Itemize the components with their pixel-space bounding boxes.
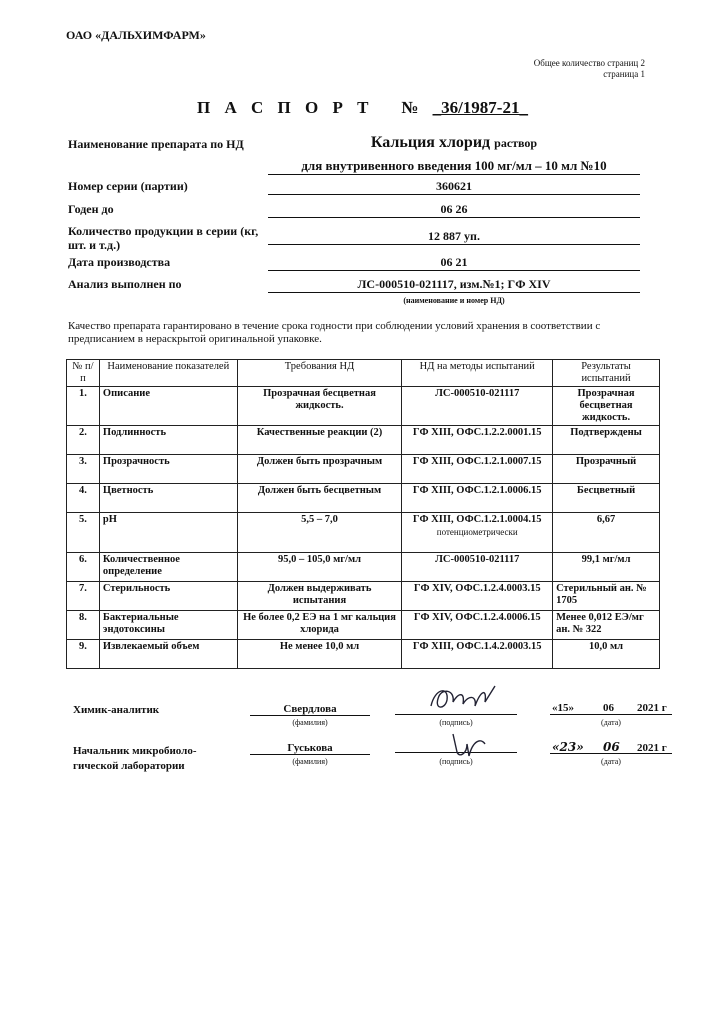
chief-date-month: 06 bbox=[603, 740, 620, 754]
method-text: ГФ XIII, ОФС.1.2.1.0007.15 bbox=[412, 456, 542, 467]
series-label: Номер серии (партии) bbox=[68, 179, 188, 193]
row-method bbox=[402, 387, 553, 426]
chemist-date-line bbox=[550, 714, 672, 715]
row-number: 2. bbox=[67, 426, 100, 455]
row-requirement: 95,0 – 105,0 мг/мл bbox=[237, 553, 402, 582]
header-results: Результаты испытаний bbox=[553, 360, 660, 387]
row-indicator: Извлекаемый объем bbox=[99, 640, 237, 669]
header-indicator: Наименование показателей bbox=[99, 360, 237, 387]
row-method bbox=[402, 640, 553, 669]
row-result: Подтверждены bbox=[553, 426, 660, 455]
header-number: № п/п bbox=[67, 360, 100, 387]
row-method bbox=[402, 426, 553, 455]
drug-label: Наименование препарата по НД bbox=[68, 137, 244, 151]
method-text: ЛС-000510-021117 bbox=[435, 554, 520, 565]
chief-date-year: 2021 г bbox=[637, 742, 667, 754]
chemist-signature-icon bbox=[425, 682, 505, 716]
production-label: Дата производства bbox=[68, 255, 171, 269]
chemist-date-day: «15» bbox=[552, 702, 574, 714]
row-result: 10,0 мл bbox=[553, 640, 660, 669]
page-info bbox=[534, 58, 645, 80]
row-number: 6. bbox=[67, 553, 100, 582]
row-indicator: Количественное определение bbox=[99, 553, 237, 582]
method-text: ГФ XIII, ОФС.1.2.1.0004.15 bbox=[412, 514, 542, 525]
table-row bbox=[67, 553, 660, 582]
method-text: ЛС-000510-021117 bbox=[435, 388, 520, 399]
row-number: 9. bbox=[67, 640, 100, 669]
row-method bbox=[402, 455, 553, 484]
row-result: Бесцветный bbox=[553, 484, 660, 513]
chief-name: Гуськова bbox=[250, 742, 370, 755]
table-row bbox=[67, 455, 660, 484]
method-text: ГФ XIII, ОФС.1.4.2.0003.15 bbox=[412, 641, 542, 652]
document-title bbox=[0, 98, 725, 118]
table-row bbox=[67, 426, 660, 455]
method-text: ГФ XIII, ОФС.1.2.1.0006.15 bbox=[412, 485, 542, 496]
row-requirement: Должен выдерживать испытания bbox=[237, 582, 402, 611]
row-requirement: 5,5 – 7,0 bbox=[237, 513, 402, 553]
row-requirement: Должен быть бесцветным bbox=[237, 484, 402, 513]
row-indicator: Бактериальные эндотоксины bbox=[99, 611, 237, 640]
series-value: 360621 bbox=[268, 179, 640, 195]
chief-role: Начальник микробиоло-гической лаборатории bbox=[73, 745, 197, 772]
chemist-date-year: 2021 г bbox=[637, 702, 667, 714]
table-row bbox=[67, 640, 660, 669]
analysis-hint: (наименование и номер НД) bbox=[403, 296, 505, 305]
row-number: 4. bbox=[67, 484, 100, 513]
expiry-label: Годен до bbox=[68, 202, 114, 216]
table-row bbox=[67, 611, 660, 640]
row-method bbox=[402, 553, 553, 582]
row-requirement: Не менее 10,0 мл bbox=[237, 640, 402, 669]
chemist-surname-caption: (фамилия) bbox=[292, 718, 328, 727]
analysis-label: Анализ выполнен по bbox=[68, 277, 182, 291]
row-method bbox=[402, 513, 553, 553]
table-row bbox=[67, 513, 660, 553]
chief-date-caption: (дата) bbox=[601, 757, 621, 766]
passport-number: _36/1987-21_ bbox=[432, 98, 528, 117]
chief-surname-caption: (фамилия) bbox=[292, 757, 328, 766]
row-number: 3. bbox=[67, 455, 100, 484]
table-row bbox=[67, 484, 660, 513]
row-number: 5. bbox=[67, 513, 100, 553]
expiry-value: 06 26 bbox=[268, 202, 640, 218]
row-method bbox=[402, 484, 553, 513]
row-indicator: Цветность bbox=[99, 484, 237, 513]
page-current: страница 1 bbox=[603, 69, 645, 79]
row-result: 6,67 bbox=[553, 513, 660, 553]
row-indicator: Стерильность bbox=[99, 582, 237, 611]
chief-sign-caption: (подпись) bbox=[439, 757, 473, 766]
chief-signature-icon bbox=[445, 730, 495, 760]
table-row bbox=[67, 582, 660, 611]
header-requirements: Требования НД bbox=[237, 360, 402, 387]
drug-name: Кальция хлорид bbox=[370, 134, 491, 151]
row-requirement: Должен быть прозрачным bbox=[237, 455, 402, 484]
row-number: 7. bbox=[67, 582, 100, 611]
title-word: П А С П О Р Т bbox=[197, 98, 374, 117]
row-method bbox=[402, 611, 553, 640]
row-method bbox=[402, 582, 553, 611]
production-value: 06 21 bbox=[268, 255, 640, 271]
row-indicator: Прозрачность bbox=[99, 455, 237, 484]
row-result: Стерильный ан. № 1705 bbox=[553, 582, 660, 611]
drug-details: для внутривенного введения 100 мг/мл – 10 мл №10 bbox=[268, 158, 640, 175]
chemist-date-caption: (дата) bbox=[601, 718, 621, 727]
chemist-sign-caption: (подпись) bbox=[439, 718, 473, 727]
row-number: 8. bbox=[67, 611, 100, 640]
results-table bbox=[66, 359, 660, 669]
row-indicator: Подлинность bbox=[99, 426, 237, 455]
title-number-sign: № bbox=[401, 98, 424, 117]
method-note: потенциометрически bbox=[436, 527, 518, 537]
analysis-value: ЛС-000510-021117, изм.№1; ГФ XIV bbox=[268, 277, 640, 293]
row-requirement: Качественные реакции (2) bbox=[237, 426, 402, 455]
row-result: Менее 0,012 ЕЭ/мг ан. № 322 bbox=[553, 611, 660, 640]
quality-statement: Качество препарата гарантировано в течение срока годности при соблюдении условий хранения в соответствии с предписанием в нераскрытой оригинальной упаковке. bbox=[68, 320, 601, 345]
row-result: Прозрачная бесцветная жидкость. bbox=[553, 387, 660, 426]
row-indicator: pH bbox=[99, 513, 237, 553]
company-name: ОАО «ДАЛЬХИМФАРМ» bbox=[66, 28, 206, 42]
chief-date-day: «23» bbox=[552, 740, 584, 754]
method-text: ГФ XIII, ОФС.1.2.2.0001.15 bbox=[412, 427, 542, 438]
chemist-date-month: 06 bbox=[603, 702, 614, 714]
method-text: ГФ XIV, ОФС.1.2.4.0006.15 bbox=[413, 612, 541, 623]
row-result: Прозрачный bbox=[553, 455, 660, 484]
row-number: 1. bbox=[67, 387, 100, 426]
table-header-row bbox=[67, 360, 660, 387]
row-indicator: Описание bbox=[99, 387, 237, 426]
table-row bbox=[67, 387, 660, 426]
header-methods: НД на методы испытаний bbox=[402, 360, 553, 387]
drug-name-line bbox=[268, 134, 640, 152]
quantity-label: Количество продукции в серии (кг, шт. и т.д.) bbox=[68, 224, 259, 252]
chemist-role: Химик-аналитик bbox=[73, 704, 160, 716]
pages-total: Общее количество страниц 2 bbox=[533, 58, 645, 68]
chemist-name: Свердлова bbox=[250, 703, 370, 716]
row-result: 99,1 мг/мл bbox=[553, 553, 660, 582]
row-requirement: Прозрачная бесцветная жидкость. bbox=[237, 387, 402, 426]
drug-form: раствор bbox=[494, 136, 538, 150]
quantity-value: 12 887 уп. bbox=[268, 229, 640, 245]
chief-date-line bbox=[550, 753, 672, 754]
row-requirement: Не более 0,2 ЕЭ на 1 мг кальция хлорида bbox=[237, 611, 402, 640]
method-text: ГФ XIV, ОФС.1.2.4.0003.15 bbox=[413, 583, 541, 594]
